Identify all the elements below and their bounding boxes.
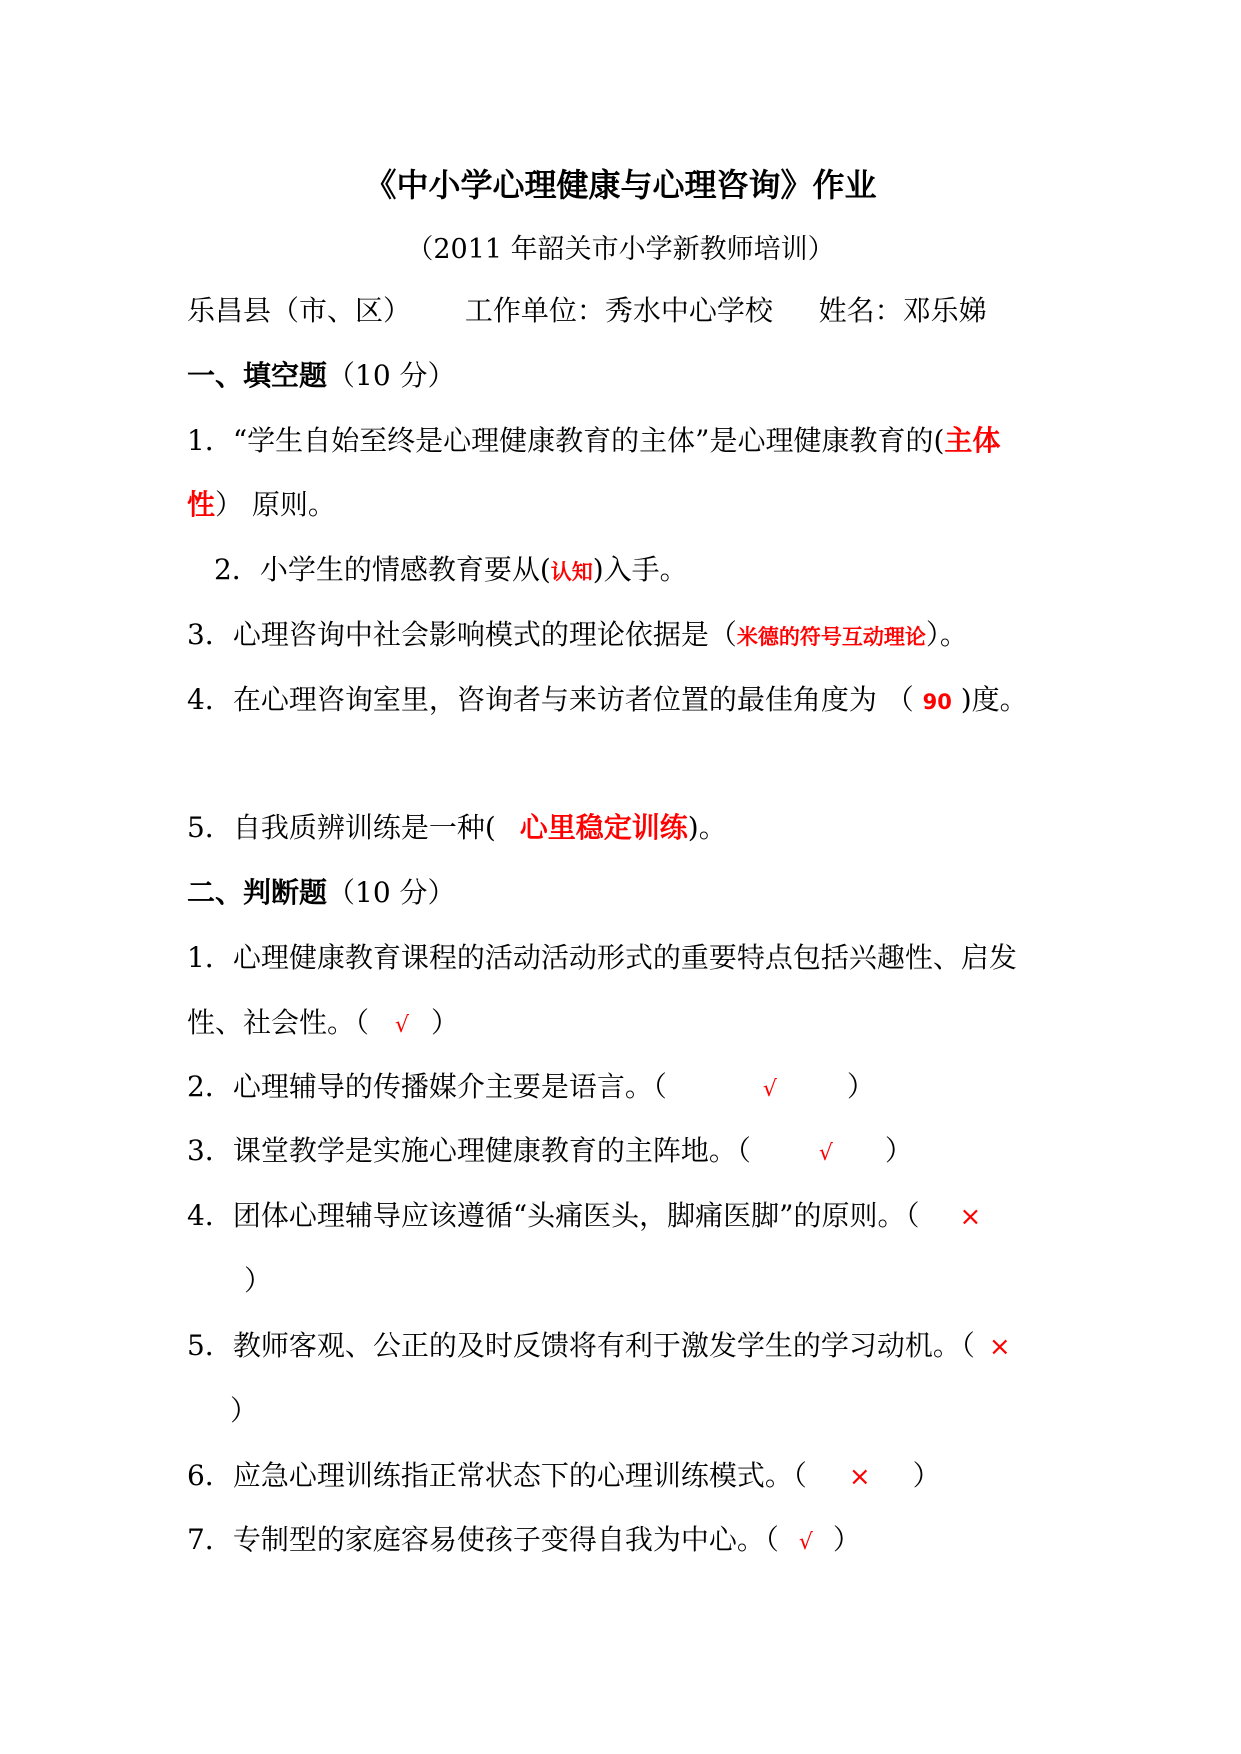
document-title: 《中小学心理健康与心理咨询》作业 [364, 166, 877, 204]
fill-question-1 [187, 421, 1000, 461]
judge-item-2 [187, 1067, 875, 1110]
info-name: 姓名：邓乐娣 [818, 294, 987, 327]
q1-answer-part2: 性 [187, 488, 216, 521]
q2-suffix: )入手。 [592, 553, 688, 586]
judge-3-mark: √ [818, 1141, 833, 1166]
judge-1-text-cont: 性、社会性。（ [187, 1006, 370, 1039]
fill-question-5 [187, 808, 727, 848]
section1-score: （10 分） [327, 359, 456, 392]
section2-score: （10 分） [327, 876, 456, 909]
judge-2-mark: √ [762, 1077, 777, 1102]
judge-5-close: ） [230, 1394, 259, 1427]
info-line [187, 291, 987, 331]
judge-3-text: 3．课堂教学是实施心理健康教育的主阵地。（ [187, 1134, 751, 1167]
judge-item-6 [187, 1456, 941, 1497]
judge-item-7 [187, 1520, 861, 1563]
judge-2-close: ） [846, 1070, 875, 1103]
judge-item-1 [187, 938, 1017, 978]
judge-item-4-cont [244, 1261, 272, 1301]
document-subtitle: （2011 年韶关市小学新教师培训） [406, 234, 835, 265]
judge-5-mark: × [988, 1332, 1011, 1362]
judge-1-mark: √ [395, 1013, 410, 1038]
judge-item-1-cont [187, 1003, 459, 1046]
judge-4-close: ） [244, 1264, 273, 1297]
q1-suffix: ） 原则。 [215, 488, 336, 521]
section2-heading [187, 873, 456, 913]
q1-answer-part1: 主体 [944, 424, 1001, 457]
q3-prefix: 3．心理咨询中社会影响模式的理论依据是（ [187, 618, 737, 651]
judge-4-text: 4．团体心理辅导应该遵循“头痛医头，脚痛医脚”的原则。（ [187, 1199, 920, 1232]
section1-heading [187, 356, 456, 396]
q2-prefix: 2．小学生的情感教育要从( [214, 553, 551, 586]
info-county: 乐昌县（市、区） [187, 294, 412, 327]
fill-question-1-cont [187, 485, 336, 525]
judge-item-4 [187, 1196, 981, 1237]
q3-answer: 米德的符号互动理论 [736, 625, 926, 649]
judge-7-text: 7．专制型的家庭容易使孩子变得自我为中心。（ [187, 1523, 779, 1556]
judge-7-close: ） [832, 1523, 861, 1556]
q5-prefix: 5．自我质辨训练是一种( [187, 811, 496, 844]
judge-6-mark: × [848, 1462, 871, 1492]
q4-suffix: )度。 [951, 683, 1028, 716]
q4-answer: 90 [922, 690, 952, 714]
q3-suffix: ）。 [925, 618, 968, 651]
judge-3-close: ） [884, 1134, 913, 1167]
judge-6-close: ） [912, 1459, 941, 1492]
judge-item-3 [187, 1131, 913, 1174]
q4-prefix: 4．在心理咨询室里，咨询者与来访者位置的最佳角度为 （ [187, 683, 923, 716]
judge-7-mark: √ [798, 1530, 813, 1555]
judge-1-close: ） [431, 1006, 460, 1039]
judge-item-5-cont [230, 1391, 258, 1431]
info-unit: 工作单位：秀水中心学校 [464, 294, 773, 327]
judge-2-text: 2．心理辅导的传播媒介主要是语言。（ [187, 1070, 667, 1103]
judge-5-text: 5．教师客观、公正的及时反馈将有利于激发学生的学习动机。（ [187, 1329, 975, 1362]
section1-heading-text: 一、填空题 [187, 359, 328, 392]
judge-item-5 [187, 1326, 1011, 1367]
q2-answer: 认知 [550, 560, 593, 584]
fill-question-4 [187, 680, 1028, 722]
fill-question-2 [214, 550, 688, 592]
q1-prefix: 1．“学生自始至终是心理健康教育的主体”是心理健康教育的( [187, 424, 945, 457]
judge-1-text: 1．心理健康教育课程的活动活动形式的重要特点包括兴趣性、启发 [187, 941, 1017, 974]
fill-question-3 [187, 615, 968, 657]
judge-6-text: 6．应急心理训练指正常状态下的心理训练模式。（ [187, 1459, 807, 1492]
section2-heading-text: 二、判断题 [187, 876, 328, 909]
q5-answer: 心里稳定训练 [519, 811, 688, 844]
q5-suffix: )。 [687, 811, 727, 844]
judge-4-mark: × [959, 1202, 982, 1232]
